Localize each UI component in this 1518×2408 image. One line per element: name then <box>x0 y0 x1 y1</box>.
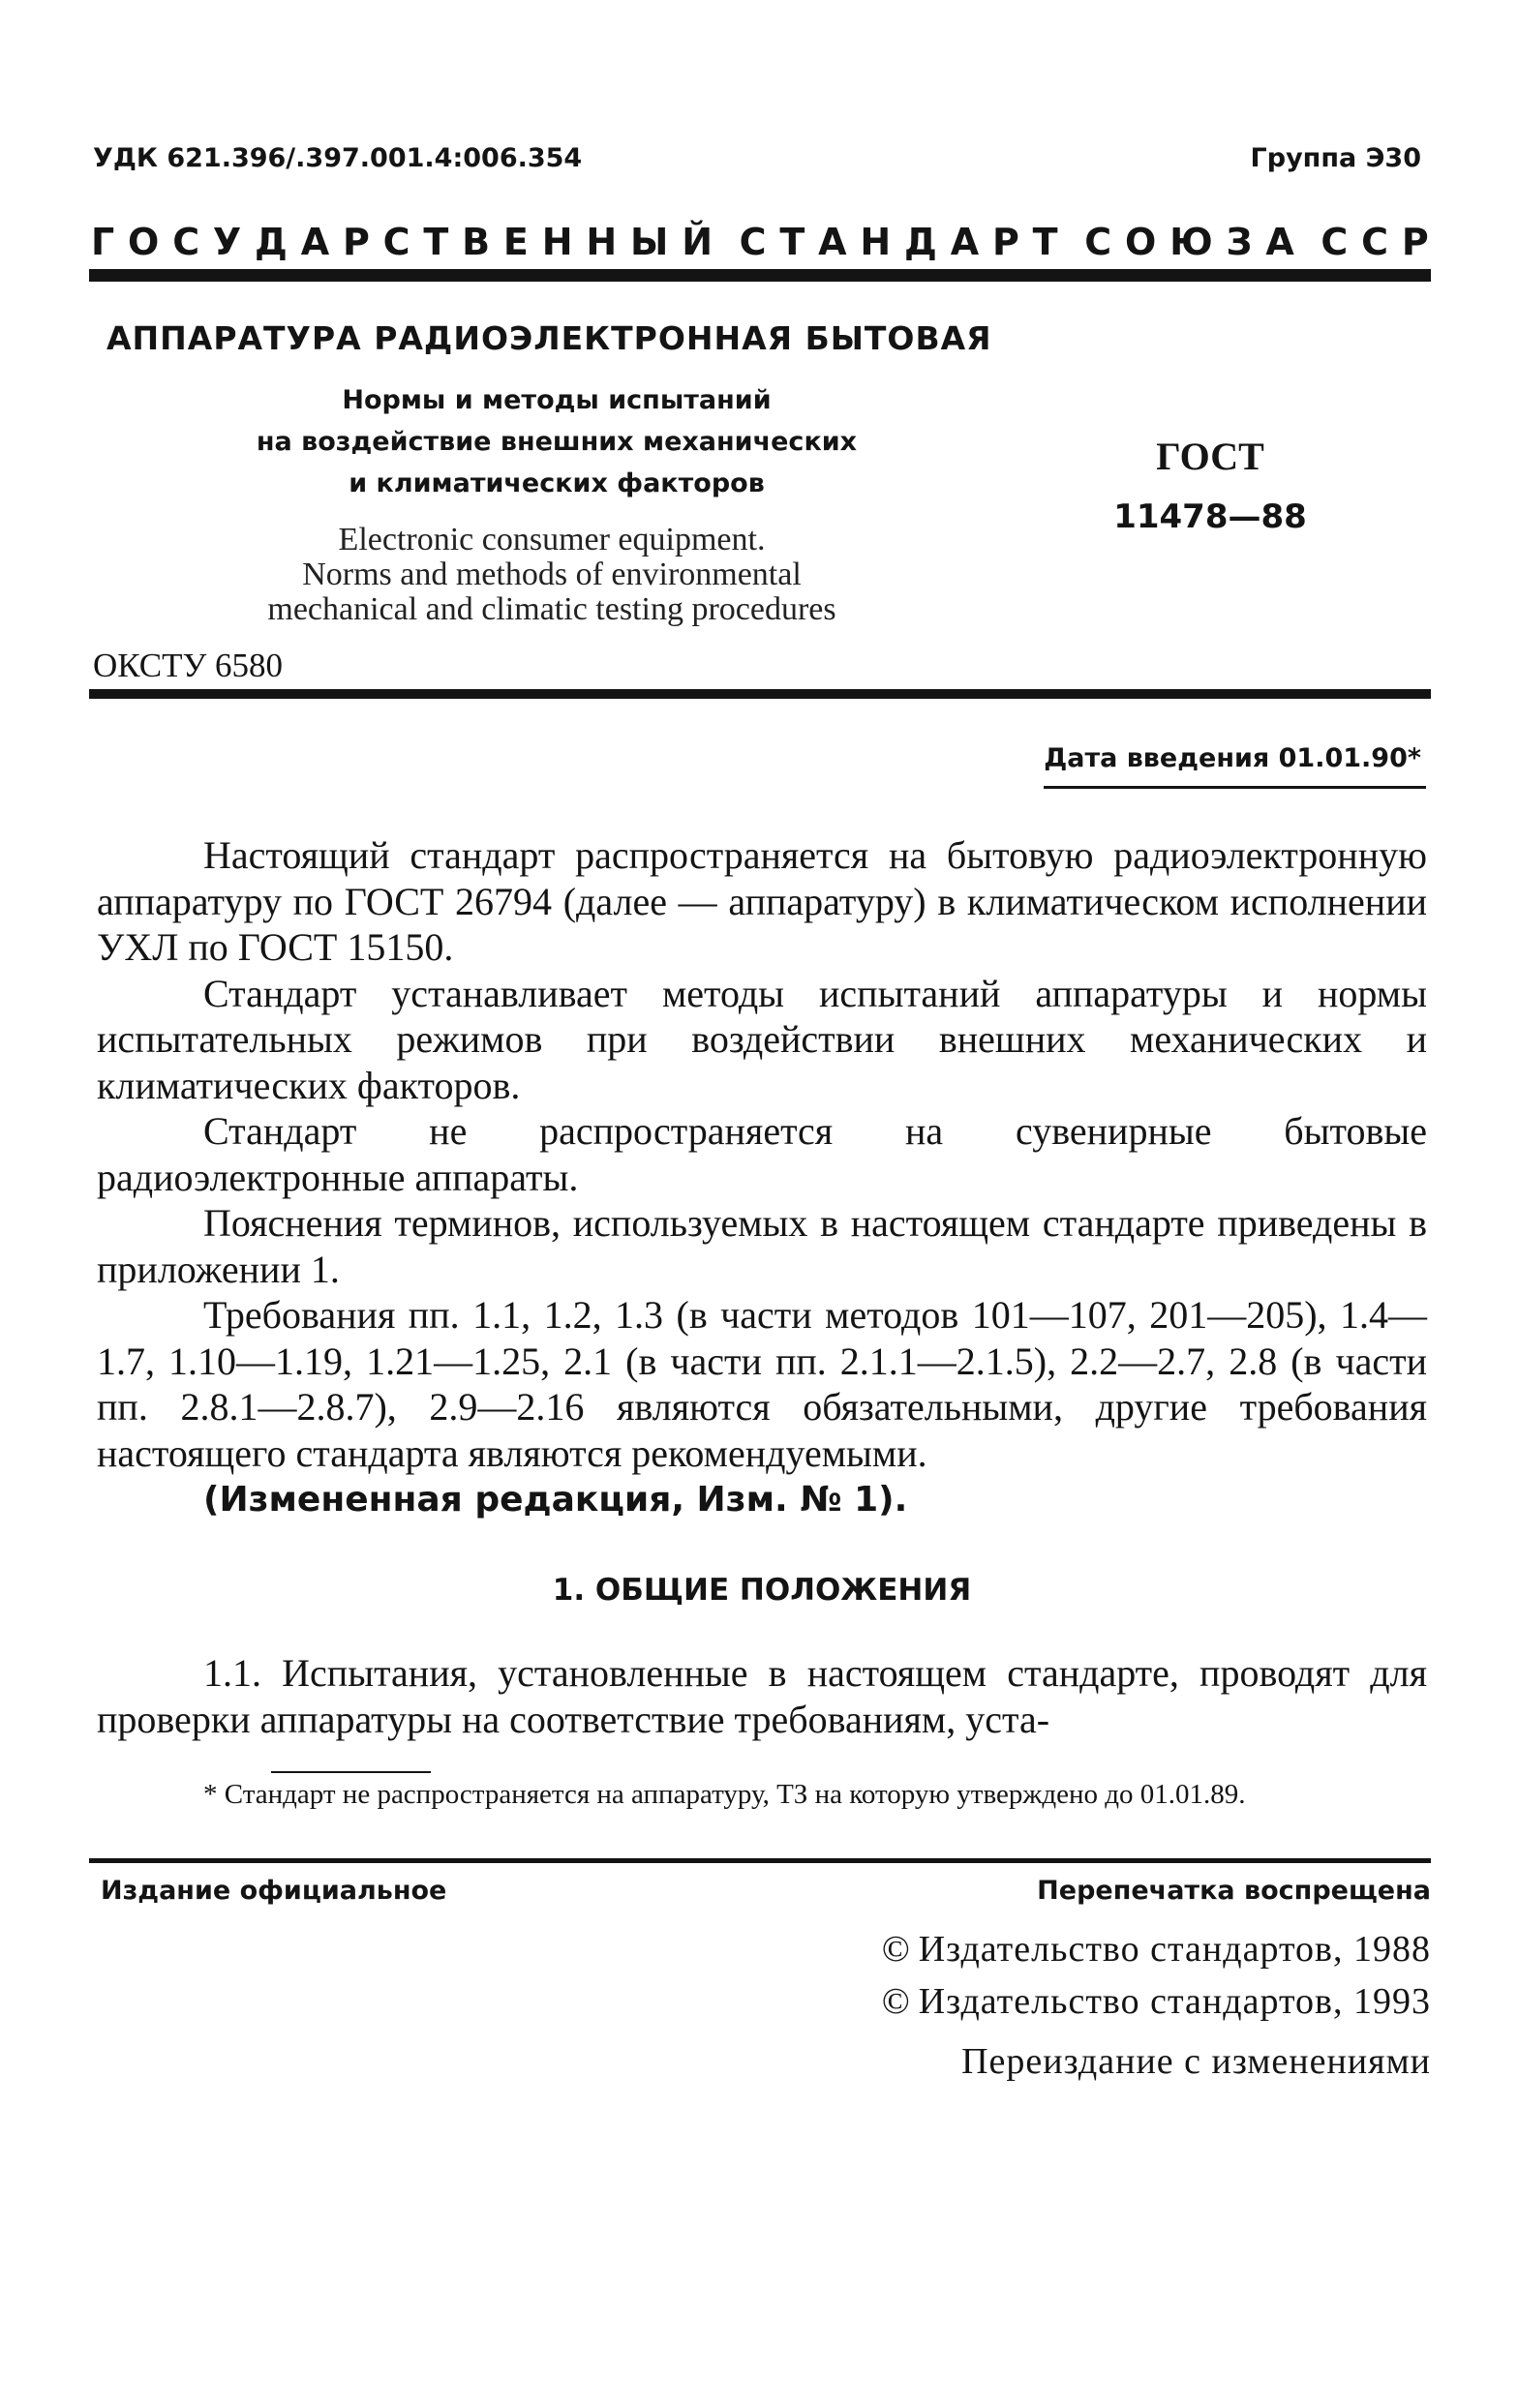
document-title: АППАРАТУРА РАДИОЭЛЕКТРОННАЯ БЫТОВАЯ <box>106 319 992 357</box>
body-paragraph: Требования пп. 1.1, 1.2, 1.3 (в части методов 101—107, 201—205), 1.4—1.7, 1.10—1.19, 1.21—1.25, 2.1 (в части пп. 2.1.1—2.1.5), 2.2—2.7, 2.8 (в части пп. 2.8.1—2.8.7), 2.9—2.16 являются обязательными, другие требования настоящего стандарта являются рекомендуемыми. <box>97 1293 1427 1475</box>
body-paragraph: Настоящий стандарт распространяется на бытовую радиоэлектронную аппаратуру по ГОСТ 26794 (далее — аппаратуру) в климатическом исполнении УХЛ по ГОСТ 15150. <box>97 833 1427 969</box>
body-text <box>97 832 1427 1524</box>
footnote-rule <box>271 1771 431 1773</box>
heading-letter: Е <box>502 221 529 263</box>
heading-letter: А <box>300 221 330 263</box>
heading-letter: Н <box>860 221 892 263</box>
intro-date: Дата введения 01.01.90* <box>1044 743 1421 773</box>
heading-letter: Т <box>423 221 449 263</box>
clause-1-1: 1.1. Испытания, установленные в настоящем стандарте, проводят для проверки аппаратуры на соответствие требованиям, уста- <box>97 1651 1427 1741</box>
heading-letter: Й <box>682 221 713 263</box>
heading-letter: Д <box>904 221 937 263</box>
title-block-rule <box>89 689 1431 699</box>
subtitle-line: и климатических факторов <box>349 468 765 498</box>
heading-letter: Н <box>586 221 618 263</box>
heading-letter: Т <box>1032 221 1058 263</box>
english-title-line: Norms and methods of environmental <box>302 557 802 592</box>
reprint-prohibited: Перепечатка воспрещена <box>1037 1876 1431 1906</box>
subtitle-line: на воздействие внешних механических <box>256 427 858 457</box>
copyright-icon: © <box>881 1929 911 1970</box>
gost-label: ГОСТ <box>1156 435 1264 478</box>
official-edition: Издание официальное <box>101 1876 447 1906</box>
heading-letter: С <box>1361 221 1389 263</box>
body-paragraph: Стандарт устанавливает методы испытаний аппаратуры и нормы испытательных режимов при воздействии внешних механических и климатических факторов. <box>97 971 1427 1107</box>
okstu-code: ОКСТУ 6580 <box>93 647 284 684</box>
heading-letter: Ю <box>1169 221 1213 263</box>
heading-letter: С <box>382 221 410 263</box>
heading-letter: О <box>1124 221 1157 263</box>
header-thick-rule <box>89 269 1431 282</box>
udk-code: УДК 621.396/.397.001.4:006.354 <box>93 143 583 173</box>
heading-letter: С <box>1321 221 1349 263</box>
heading-letter: Н <box>541 221 573 263</box>
heading-letter: С <box>1084 221 1112 263</box>
heading-letter: С <box>172 221 200 263</box>
heading-letter: С <box>739 221 767 263</box>
heading-letter: Ы <box>630 221 669 263</box>
footnote: * Стандарт не распространяется на аппаратуру, ТЗ на которую утверждено до 01.01.89. <box>203 1779 1246 1810</box>
heading-letter: В <box>462 221 491 263</box>
body-paragraph: Пояснения терминов, используемых в настоящем стандарте приведены в приложении 1. <box>97 1201 1427 1291</box>
heading-letter: Р <box>991 221 1019 263</box>
reissue-note: Переиздание с изменениями <box>961 2041 1431 2082</box>
state-standard-heading <box>91 221 1429 263</box>
english-title <box>213 523 891 627</box>
english-title-line: Electronic consumer equipment. <box>338 522 766 557</box>
document-subtitle <box>223 379 891 504</box>
copyright-icon: © <box>881 1981 911 2022</box>
heading-letter: Р <box>1401 221 1429 263</box>
group-code: Группа Э30 <box>1250 143 1421 173</box>
copyright-text: Издательство стандартов, 1988 <box>918 1929 1431 1970</box>
heading-letter: Т <box>779 221 805 263</box>
heading-letter: Р <box>342 221 370 263</box>
heading-letter: З <box>1226 221 1253 263</box>
heading-letter: А <box>1265 221 1294 263</box>
gost-number: 11478—88 <box>1113 497 1307 536</box>
section-heading: 1. ОБЩИЕ ПОЛОЖЕНИЯ <box>552 1573 972 1608</box>
copyright-1993 <box>882 1980 1431 2023</box>
heading-letter: А <box>950 221 980 263</box>
copyright-1988 <box>882 1928 1431 1971</box>
heading-letter: О <box>128 221 160 263</box>
footer-rule <box>89 1858 1431 1863</box>
heading-letter: А <box>818 221 847 263</box>
heading-letter: Г <box>91 221 115 263</box>
heading-letter: У <box>212 221 242 263</box>
heading-letter: Д <box>255 221 288 263</box>
english-title-line: mechanical and climatic testing procedures <box>267 591 836 627</box>
intro-date-rule <box>1044 786 1426 789</box>
subtitle-line: Нормы и методы испытаний <box>342 385 772 415</box>
body-paragraph: Стандарт не распространяется на сувенирные бытовые радиоэлектронные аппараты. <box>97 1109 1427 1199</box>
amendment-note: (Измененная редакция, Изм. № 1). <box>203 1480 908 1520</box>
copyright-text: Издательство стандартов, 1993 <box>918 1981 1431 2022</box>
